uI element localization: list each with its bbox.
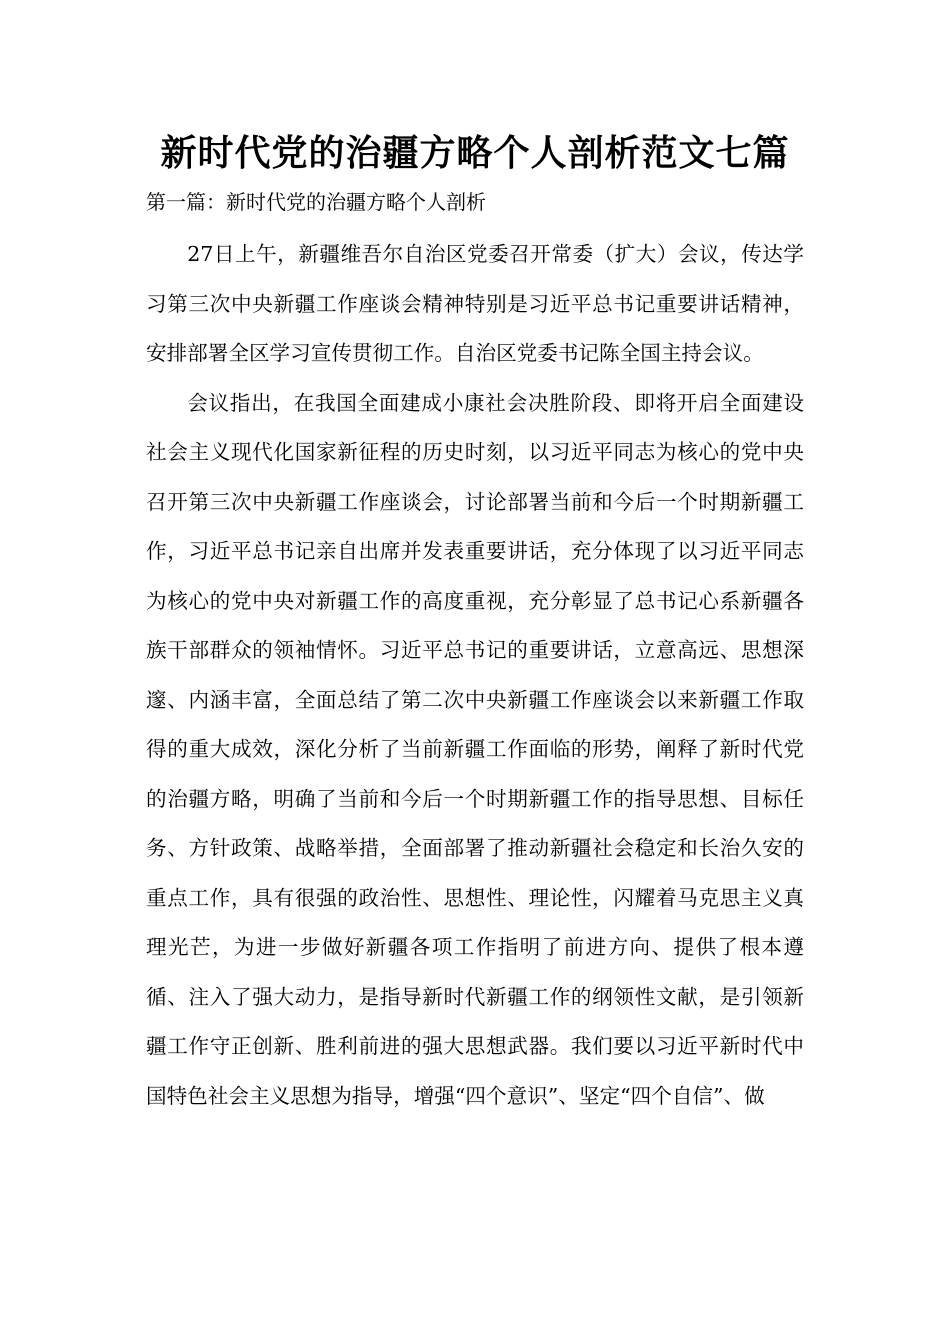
paragraph-2: 会议指出，在我国全面建成小康社会决胜阶段、即将开启全面建设社会主义现代化国家新征程的历史时刻，以习近平同志为核心的党中央召开第三次中央新疆工作座谈会，讨论部署当前和今后一个时期新疆工作，习近平总书记亲自出席并发表重要讲话，充分体现了以习近平同志为核心的党中央对新疆工作的高度重视，充分彰显了总书记心系新疆各族干部群众的领袖情怀。习近平总书记的重要讲话，立意高远、思想深邃、内涵丰富，全面总结了第二次中央新疆工作座谈会以来新疆工作取得的重大成效，深化分析了当前新疆工作面临的形势，阐释了新时代党的治疆方略，明确了当前和今后一个时期新疆工作的指导思想、目标任务、方针政策、战略举措，全面部署了推动新疆社会稳定和长治久安的重点工作，具有很强的政治性、思想性、理论性，闪耀着马克思主义真理光芒，为进一步做好新疆各项工作指明了前进方向、提供了根本遵循、注入了强大动力，是指导新时代新疆工作的纲领性文献，是引领新疆工作守正创新、胜利前进的强大思想武器。我们要以习近平新时代中国特色社会主义思想为指导，增强“四个意识”、坚定“四个自信”、做	[146, 390, 804, 1108]
paragraph-1: 27日上午，新疆维吾尔自治区党委召开常委（扩大）会议，传达学习第三次中央新疆工作座谈会精神特别是习近平总书记重要讲话精神，安排部署全区学习宣传贯彻工作。自治区党委书记陈全国主持会议。	[146, 242, 804, 365]
document-body	[146, 230, 804, 1121]
document-title: 新时代党的治疆方略个人剖析范文七篇	[160, 133, 790, 174]
section-heading: 第一篇：新时代党的治疆方略个人剖析	[146, 190, 486, 214]
